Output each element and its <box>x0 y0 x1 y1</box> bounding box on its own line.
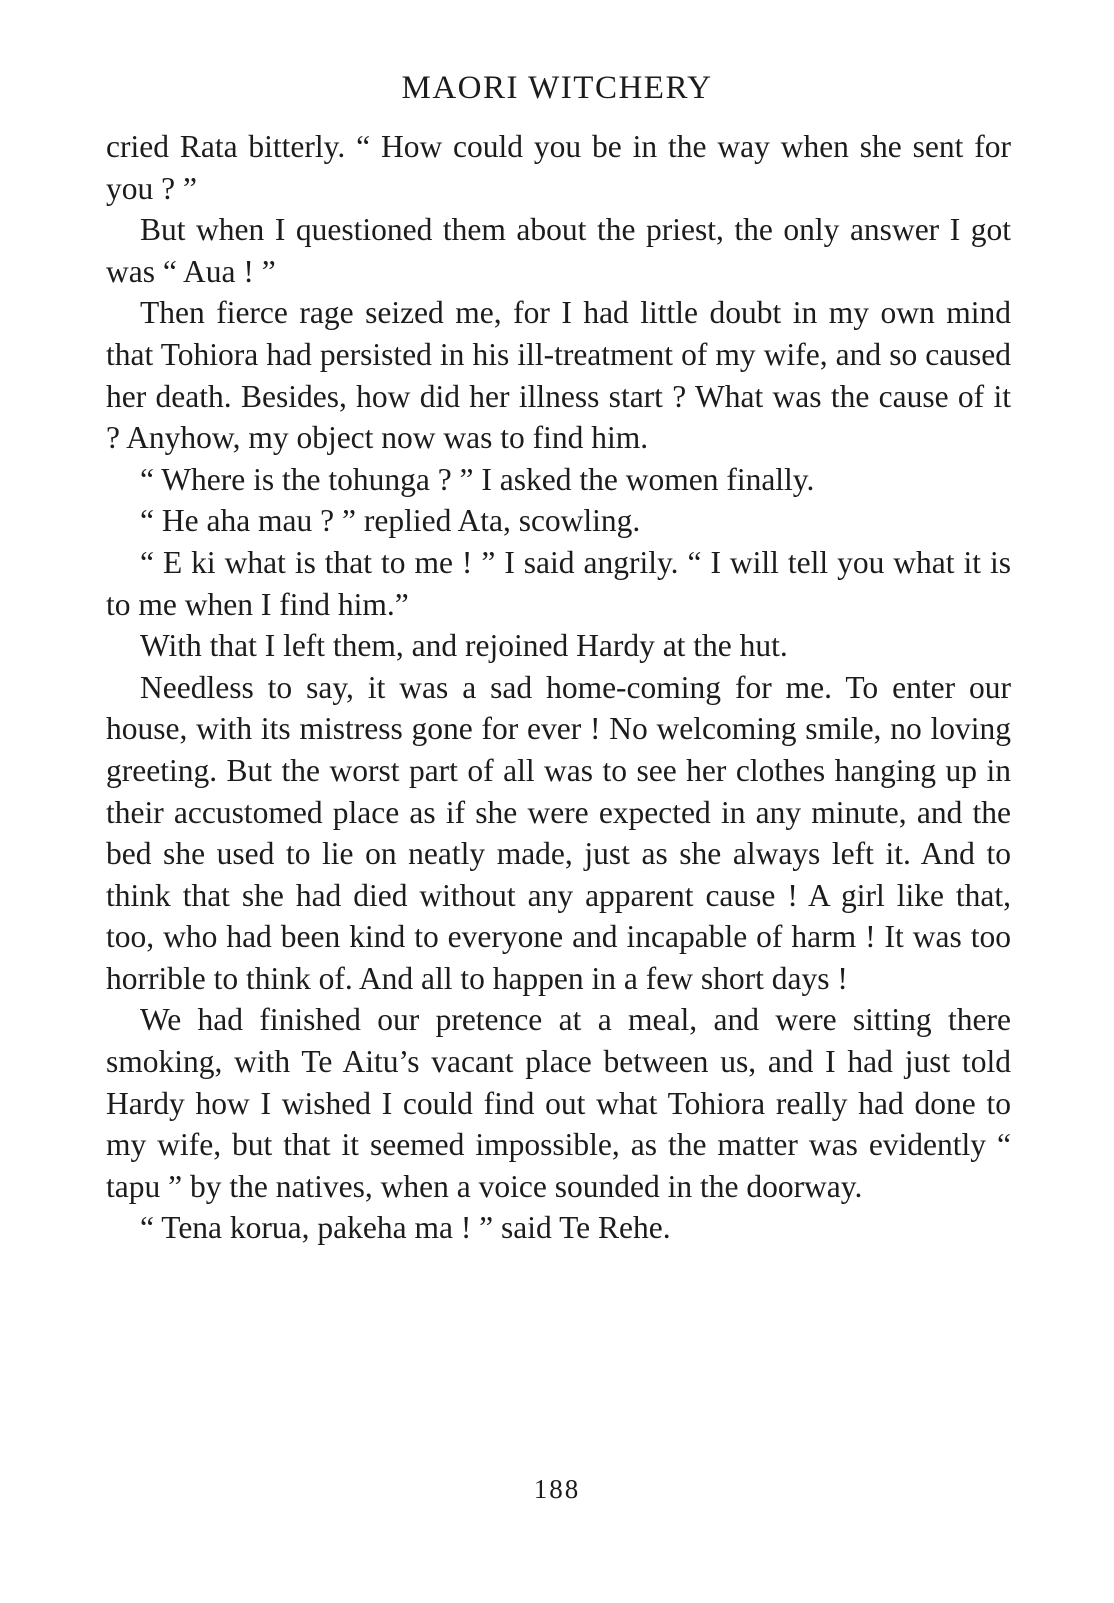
running-head: MAORI WITCHERY <box>401 70 713 106</box>
paragraph: “ E ki what is that to me ! ” I said angrily. “ I will tell you what it is to me when I find him.” <box>106 544 1011 622</box>
body-text <box>106 126 1011 1249</box>
paragraph: But when I questioned them about the priest, the only answer I got was “ Aua ! ” <box>106 212 1011 289</box>
paragraph: We had finished our pretence at a meal, and were sitting there smoking, with Te Aitu’s vacant place between us, and I had just told Hardy how I wished I could find out what Tohiora really had done to my wife, but that it seemed impossible, as the matter was evidently “ tapu ” by the natives, when a voice sounded in the doorway. <box>106 1002 1011 1204</box>
paragraph: With that I left them, and rejoined Hardy at the hut. <box>140 628 788 664</box>
paragraph: Needless to say, it was a sad home-coming for me. To enter our house, with its mistress gone for ever ! No welcoming smile, no loving greeting. But the worst part of all was to see her clothes hanging up in their accustomed place as if she were expected in any minute, and the bed she used to lie on neatly made, just as she always left it. And to think that she had died without any apparent cause ! A girl like that, too, who had been kind to everyone and incapable of harm ! It was too horrible to think of. And all to happen in a few short days ! <box>106 669 1011 996</box>
paragraph: “ Tena korua, pakeha ma ! ” said Te Rehe. <box>140 1210 671 1246</box>
paragraph: Then fierce rage seized me, for I had little doubt in my own mind that Tohiora had persisted in his ill-treatment of my wife, and so caused her death. Besides, how did her illness start ? What was the cause of it ? Anyhow, my object now was to find him. <box>106 295 1011 456</box>
page-number: 188 <box>533 1474 581 1504</box>
paragraph-continuation: cried Rata bitterly. “ How could you be in the way when she sent for you ? ” <box>106 129 1011 206</box>
paragraph: “ He aha mau ? ” replied Ata, scowling. <box>140 503 641 539</box>
paragraph: “ Where is the tohunga ? ” I asked the women finally. <box>140 461 815 497</box>
